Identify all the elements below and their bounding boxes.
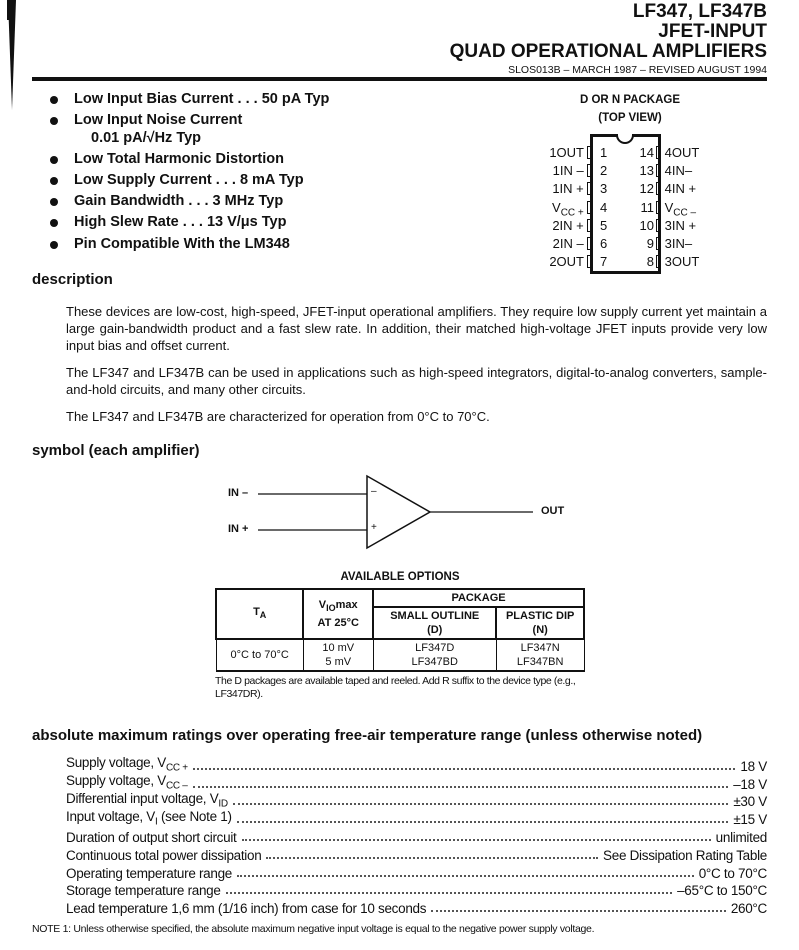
table-note: The D packages are available taped and reeled. Add R suffix to the device type (e.g., LF347DR). [215, 675, 576, 700]
pin-9: 9 3IN– [646, 236, 693, 251]
section-heading-ratings: absolute maximum ratings over operating free-air temperature range (unless otherwise noted) [32, 727, 703, 744]
feature-list [50, 89, 329, 255]
feature-item: Low Input Noise Current 0.01 pA/√Hz Typ [50, 110, 329, 146]
plus-sign: + [371, 522, 377, 533]
feature-item: High Slew Rate . . . 13 V/μs Typ [50, 212, 329, 233]
pin-13: 13 4IN– [639, 163, 693, 179]
part-number: LF347, LF347B [632, 1, 767, 22]
cell-d: LF347D LF347BD [373, 639, 496, 671]
pin-3: 1IN + 3 [552, 181, 608, 197]
package-name: D OR N PACKAGE [579, 94, 681, 106]
col-ta: $T_A$ [216, 589, 303, 639]
rating-label: Continuous total power dissipation [66, 847, 262, 863]
rating-row [66, 881, 767, 899]
description-body [66, 303, 767, 435]
feature-item: Gain Bandwidth . . . 3 MHz Typ [50, 191, 329, 212]
pin-2: 1IN – 2 [552, 163, 608, 179]
rating-row [66, 898, 767, 916]
description-paragraph: The LF347 and LF347B can be used in applications such as high-speed integrators, digital-to-analog converters, sample-and-hold circuits, and many other circuits. [66, 365, 767, 397]
opamp-symbol [200, 470, 580, 555]
rating-label: Supply voltage, $V_{CC -}$ [66, 772, 188, 792]
cell-temp: 0°C to 70°C [216, 639, 303, 671]
rating-label: Supply voltage, $V_{CC +}$ [66, 755, 188, 774]
rating-row [66, 809, 767, 827]
pin-12: 12 4IN + [639, 181, 697, 197]
rating-value: –18 V [733, 776, 767, 792]
rating-label: Input voltage, $V_I$ (see Note 1) [66, 808, 232, 828]
col-small-outline: SMALL OUTLINE (D) [373, 607, 496, 639]
feature-item: Low Input Bias Current . . . 50 pA Typ [50, 89, 329, 110]
options-table [215, 588, 585, 672]
feature-item: Low Total Harmonic Distortion [50, 149, 329, 170]
rating-value: unlimited [715, 829, 767, 845]
rating-row [66, 827, 767, 845]
rating-row [66, 774, 767, 792]
col-package: PACKAGE [373, 589, 584, 607]
description-paragraph: These devices are low-cost, high-speed, JFET-input operational amplifiers. They require low supply current yet maintain a large gain-bandwidth product and a fast slew rate. In addition, their matched high-voltage JFET inputs provide very low input bias and offset current. [66, 304, 767, 353]
rating-value: –65°C to 150°C [677, 883, 767, 899]
footnote: NOTE 1: Unless otherwise specified, the absolute maximum negative input voltage is equal to the negative power supply voltage. [32, 923, 595, 935]
page-title: QUAD OPERATIONAL AMPLIFIERS [449, 41, 767, 62]
ratings-list [66, 756, 767, 916]
rating-row [66, 863, 767, 881]
col-vio: $V_{IO}\max$ AT 25°C [303, 589, 373, 639]
out-label: OUT [541, 505, 565, 517]
available-options [215, 571, 585, 701]
pin-6: 2IN – 6 [552, 236, 608, 251]
rating-label: Operating temperature range [66, 865, 233, 881]
rating-row [66, 845, 767, 863]
package-title [560, 91, 700, 127]
pin-4: $V_{CC +}$ 4 [552, 199, 608, 219]
pin-14: 14 4OUT [639, 145, 700, 160]
pin-5: 2IN + 5 [552, 217, 608, 233]
pin-1: 1OUT 1 [549, 145, 608, 160]
device-type: JFET-INPUT [658, 21, 767, 42]
pin-11: 11 $V_{CC -}$ [640, 199, 697, 219]
rating-label: Duration of output short circuit [66, 829, 237, 845]
rating-row [66, 756, 767, 774]
minus-sign: – [371, 486, 377, 497]
pin-10: 10 3IN + [639, 217, 697, 233]
cell-n: LF347N LF347BN [496, 639, 584, 671]
rating-value: ±15 V [733, 812, 767, 828]
table-caption: AVAILABLE OPTIONS [340, 571, 460, 583]
rating-value: 260°C [730, 901, 767, 917]
rating-value: ±30 V [733, 794, 767, 810]
section-heading-symbol: symbol (each amplifier) [32, 442, 200, 459]
pin-8: 8 3OUT [646, 254, 700, 270]
feature-item: Low Supply Current . . . 8 mA Typ [50, 170, 329, 191]
in-plus-label: IN + [228, 523, 249, 535]
rating-value: 18 V [740, 758, 767, 774]
col-plastic-dip: PLASTIC DIP (N) [496, 607, 584, 639]
description-paragraph: The LF347 and LF347B are characterized for operation from 0°C to 70°C. [66, 409, 490, 424]
header-rule [32, 77, 767, 81]
pin-7: 2OUT 7 [549, 254, 608, 270]
package-view: (TOP VIEW) [598, 112, 662, 124]
rating-label: Differential input voltage, $V_{ID}$ [66, 790, 228, 810]
rating-label: Storage temperature range [66, 883, 221, 899]
table-row [216, 639, 584, 671]
rating-value: 0°C to 70°C [698, 865, 767, 881]
rating-label: Lead temperature 1,6 mm (1/16 inch) from case for 10 seconds [66, 901, 427, 917]
rating-value: See Dissipation Rating Table [603, 847, 767, 863]
feature-item: Pin Compatible With the LM348 [50, 234, 329, 255]
section-heading-description: description [32, 271, 113, 288]
pin1-notch [616, 134, 634, 144]
doc-info: SLOS013B – MARCH 1987 – REVISED AUGUST 1994 [508, 64, 767, 76]
cell-vio: 10 mV 5 mV [303, 639, 373, 671]
page-marker-wedge [8, 0, 16, 110]
in-minus-label: IN – [228, 487, 249, 499]
rating-row [66, 792, 767, 810]
